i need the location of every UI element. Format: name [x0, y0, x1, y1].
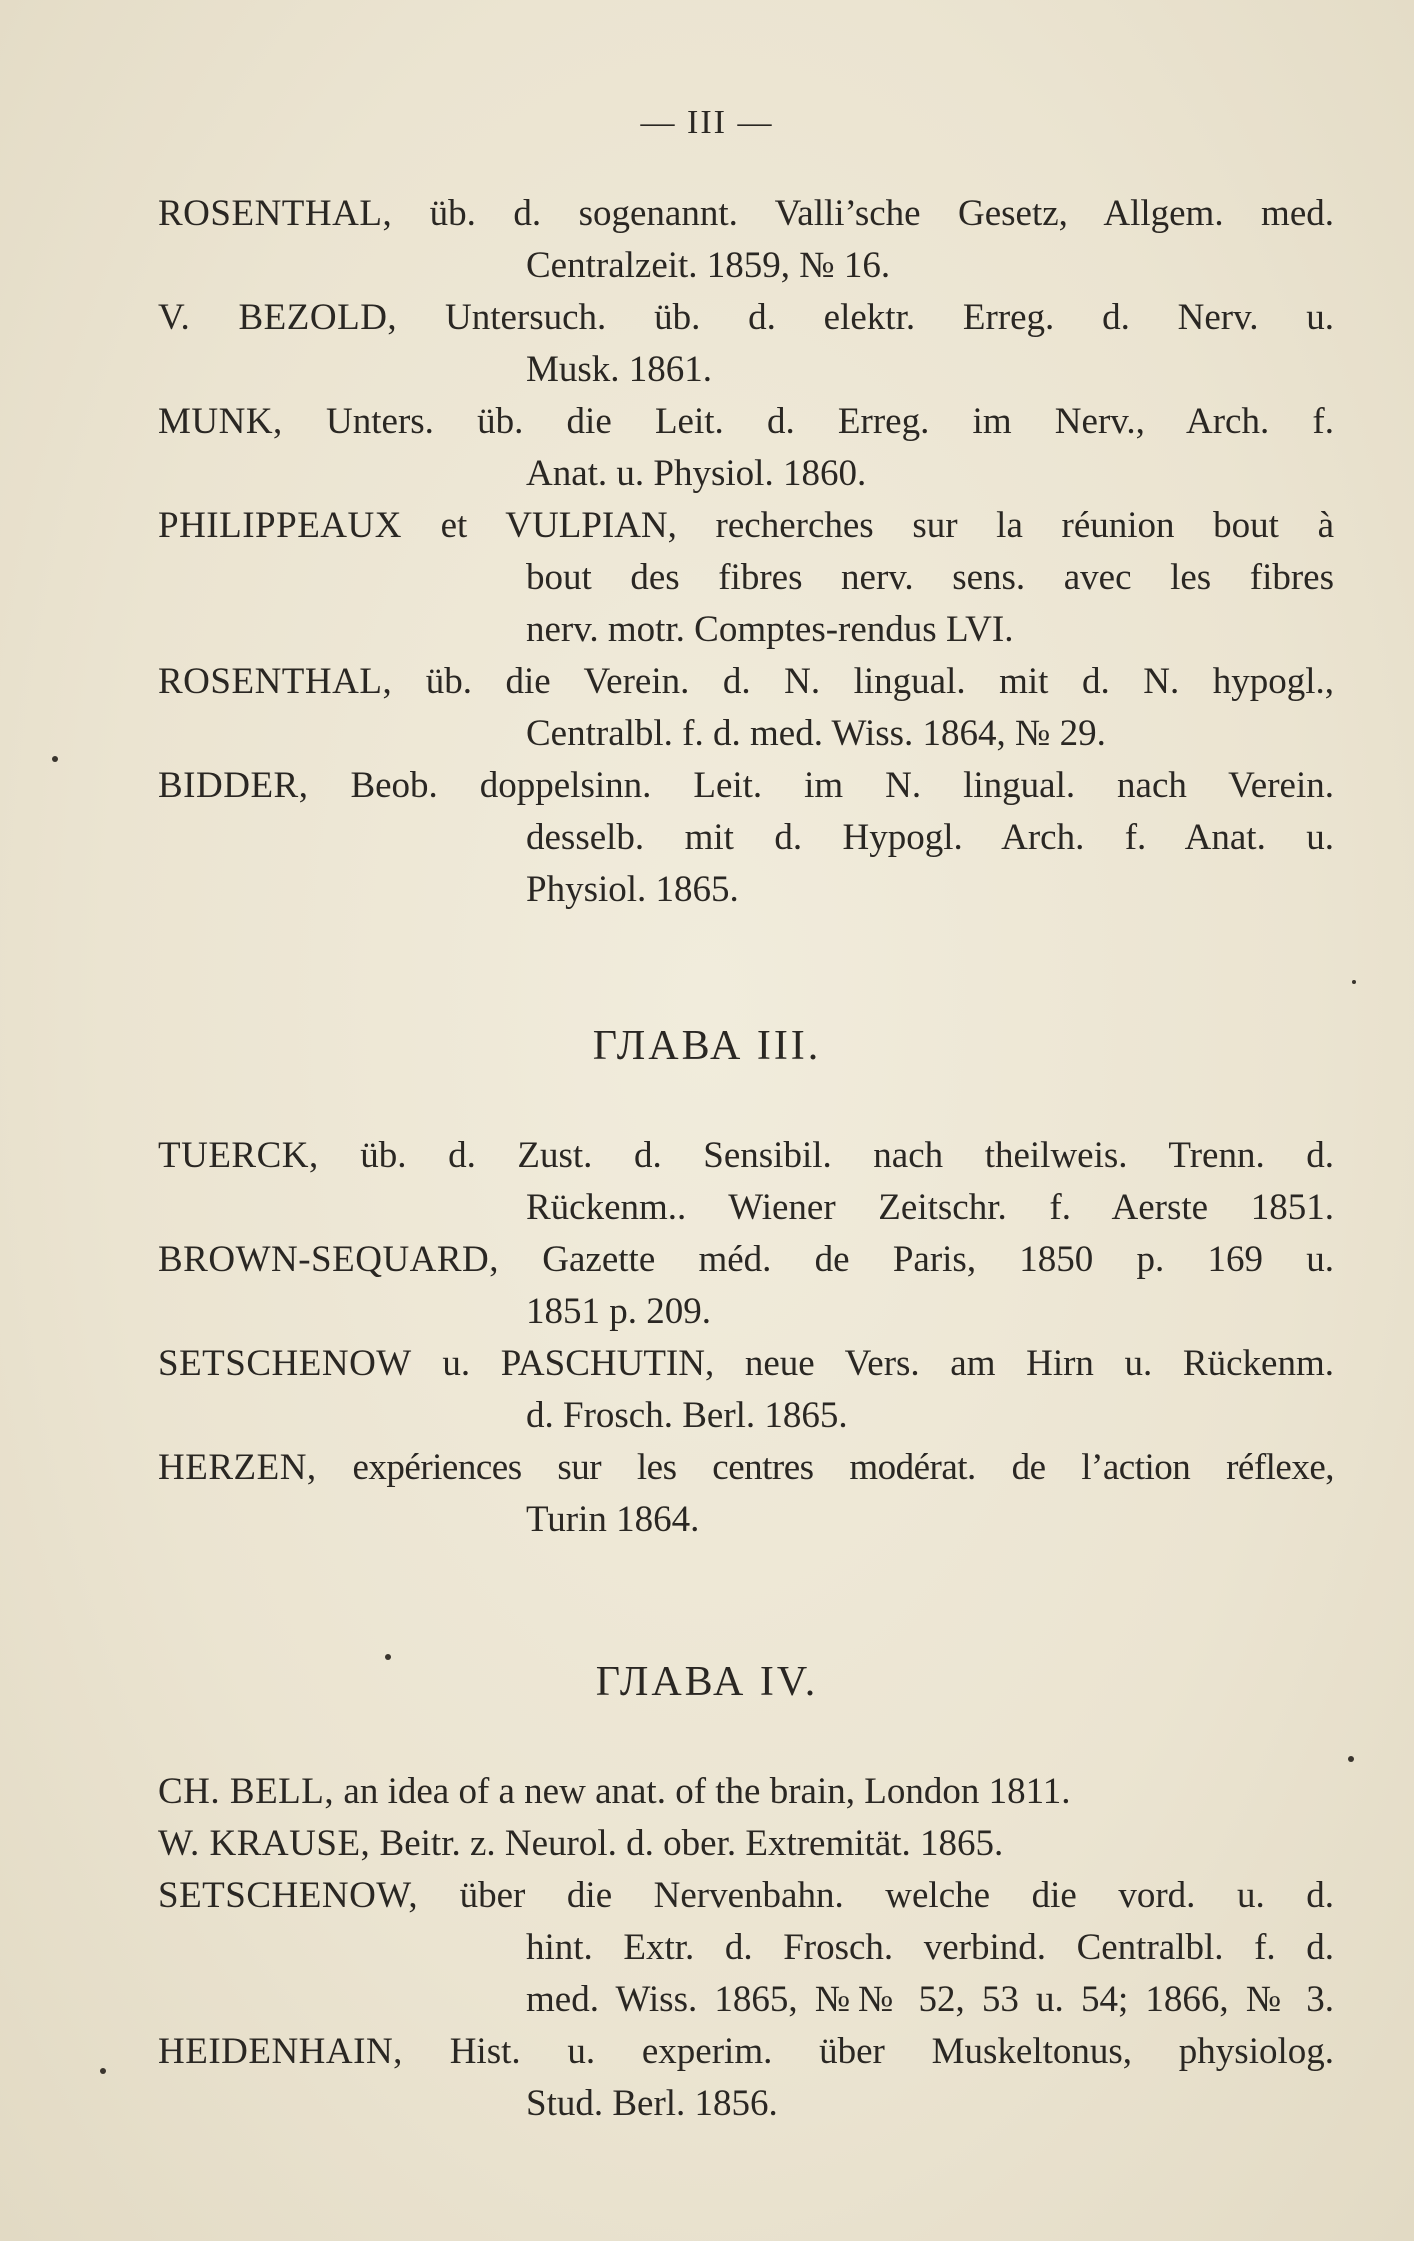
- bibliography-entry: [158, 1234, 1334, 1338]
- entry-text-line: Turin 1864.: [526, 1499, 700, 1540]
- entry-text-line: über die Nervenbahn. welche die vord. u. d.: [459, 1875, 1334, 1916]
- page-number: — III —: [640, 104, 774, 141]
- bibliography-entry: [158, 292, 1334, 396]
- print-speck: [52, 756, 58, 762]
- bibliography-entry: [158, 1130, 1334, 1234]
- print-speck: [100, 2068, 106, 2074]
- entry-text-line: nerv. motr. Comptes-rendus LVI.: [526, 609, 1014, 650]
- entry-text-line: Musk. 1861.: [526, 349, 713, 390]
- entry-text-line: an idea of a new anat. of the brain, London 1811.: [343, 1771, 1071, 1812]
- entry-author: V. BEZOLD,: [158, 297, 398, 338]
- entry-text-line: 1851 p. 209.: [526, 1291, 711, 1332]
- entry-text-line: u. PASCHUTIN, neue Vers. am Hirn u. Rückenm.: [442, 1343, 1334, 1384]
- bibliography-entry: [158, 1870, 1334, 2026]
- bibliography-chapter-4: [158, 1766, 1334, 2130]
- bibliography-entry: [158, 188, 1334, 292]
- entry-author: TUERCK,: [158, 1135, 319, 1176]
- entry-author: HERZEN,: [158, 1447, 317, 1488]
- entry-text-line: med. Wiss. 1865, №№ 52, 53 u. 54; 1866, № 3.: [526, 1979, 1334, 2020]
- print-speck: [1348, 1756, 1354, 1762]
- bibliography-entry: [158, 500, 1334, 656]
- bibliography-entry: [158, 1442, 1334, 1546]
- print-speck: [385, 1654, 391, 1660]
- entry-author: CH. BELL,: [158, 1771, 335, 1812]
- entry-author: BROWN-SEQUARD,: [158, 1239, 500, 1280]
- entry-author: W. KRAUSE,: [158, 1823, 371, 1864]
- entry-text-line: desselb. mit d. Hypogl. Arch. f. Anat. u.: [526, 817, 1334, 858]
- bibliography-section-1: [158, 188, 1334, 916]
- entry-text-line: Hist. u. experim. über Muskeltonus, physiolog.: [449, 2031, 1334, 2072]
- entry-text-line: Centralzeit. 1859, № 16.: [526, 245, 891, 286]
- chapter-4-heading: ГЛАВА IV.: [595, 1659, 819, 1705]
- bibliography-entry: [158, 1766, 1334, 1818]
- entry-text-line: Rückenm.. Wiener Zeitschr. f. Aerste 1851.: [526, 1187, 1334, 1228]
- entry-text-line: üb. d. Zust. d. Sensibil. nach theilweis. Trenn. d.: [360, 1135, 1334, 1176]
- bibliography-entry: [158, 2026, 1334, 2130]
- entry-author: HEIDENHAIN,: [158, 2031, 403, 2072]
- entry-author: PHILIPPEAUX: [158, 505, 402, 546]
- entry-author: SETSCHENOW: [158, 1343, 412, 1384]
- entry-text-line: Unters. üb. die Leit. d. Erreg. im Nerv., Arch. f.: [326, 401, 1334, 442]
- entry-text-line: Anat. u. Physiol. 1860.: [526, 453, 867, 494]
- entry-text-line: Centralbl. f. d. med. Wiss. 1864, № 29.: [526, 713, 1106, 754]
- entry-author: MUNK,: [158, 401, 283, 442]
- entry-text-line: Untersuch. üb. d. elektr. Erreg. d. Nerv. u.: [444, 297, 1334, 338]
- entry-text-line: Beob. doppelsinn. Leit. im N. lingual. nach Verein.: [350, 765, 1334, 806]
- entry-text-line: expériences sur les centres modérat. de l’action réflexe,: [352, 1447, 1335, 1488]
- entry-text-line: hint. Extr. d. Frosch. verbind. Centralbl. f. d.: [526, 1927, 1334, 1968]
- entry-text-line: et VULPIAN, recherches sur la réunion bout à: [440, 505, 1335, 546]
- entry-author: SETSCHENOW,: [158, 1875, 419, 1916]
- entry-text-line: üb. d. sogenannt. Valli’sche Gesetz, Allgem. med.: [429, 193, 1334, 234]
- entry-text-line: bout des fibres nerv. sens. avec les fibres: [526, 557, 1334, 598]
- bibliography-entry: [158, 656, 1334, 760]
- entry-text-line: üb. die Verein. d. N. lingual. mit d. N. hypogl.,: [425, 661, 1335, 702]
- entry-author: ROSENTHAL,: [158, 661, 393, 702]
- entry-author: ROSENTHAL,: [158, 193, 393, 234]
- entry-text-line: Beitr. z. Neurol. d. ober. Extremität. 1865.: [379, 1823, 1004, 1864]
- bibliography-entry: [158, 1818, 1334, 1870]
- print-speck: [1352, 980, 1356, 984]
- bibliography-entry: [158, 760, 1334, 916]
- entry-text-line: d. Frosch. Berl. 1865.: [526, 1395, 848, 1436]
- bibliography-chapter-3: [158, 1130, 1334, 1546]
- entry-author: BIDDER,: [158, 765, 309, 806]
- entry-text-line: Physiol. 1865.: [526, 869, 739, 910]
- bibliography-entry: [158, 1338, 1334, 1442]
- bibliography-entry: [158, 396, 1334, 500]
- entry-text-line: Stud. Berl. 1856.: [526, 2083, 778, 2124]
- entry-text-line: Gazette méd. de Paris, 1850 p. 169 u.: [542, 1239, 1334, 1280]
- chapter-3-heading: ГЛАВА III.: [592, 1023, 822, 1069]
